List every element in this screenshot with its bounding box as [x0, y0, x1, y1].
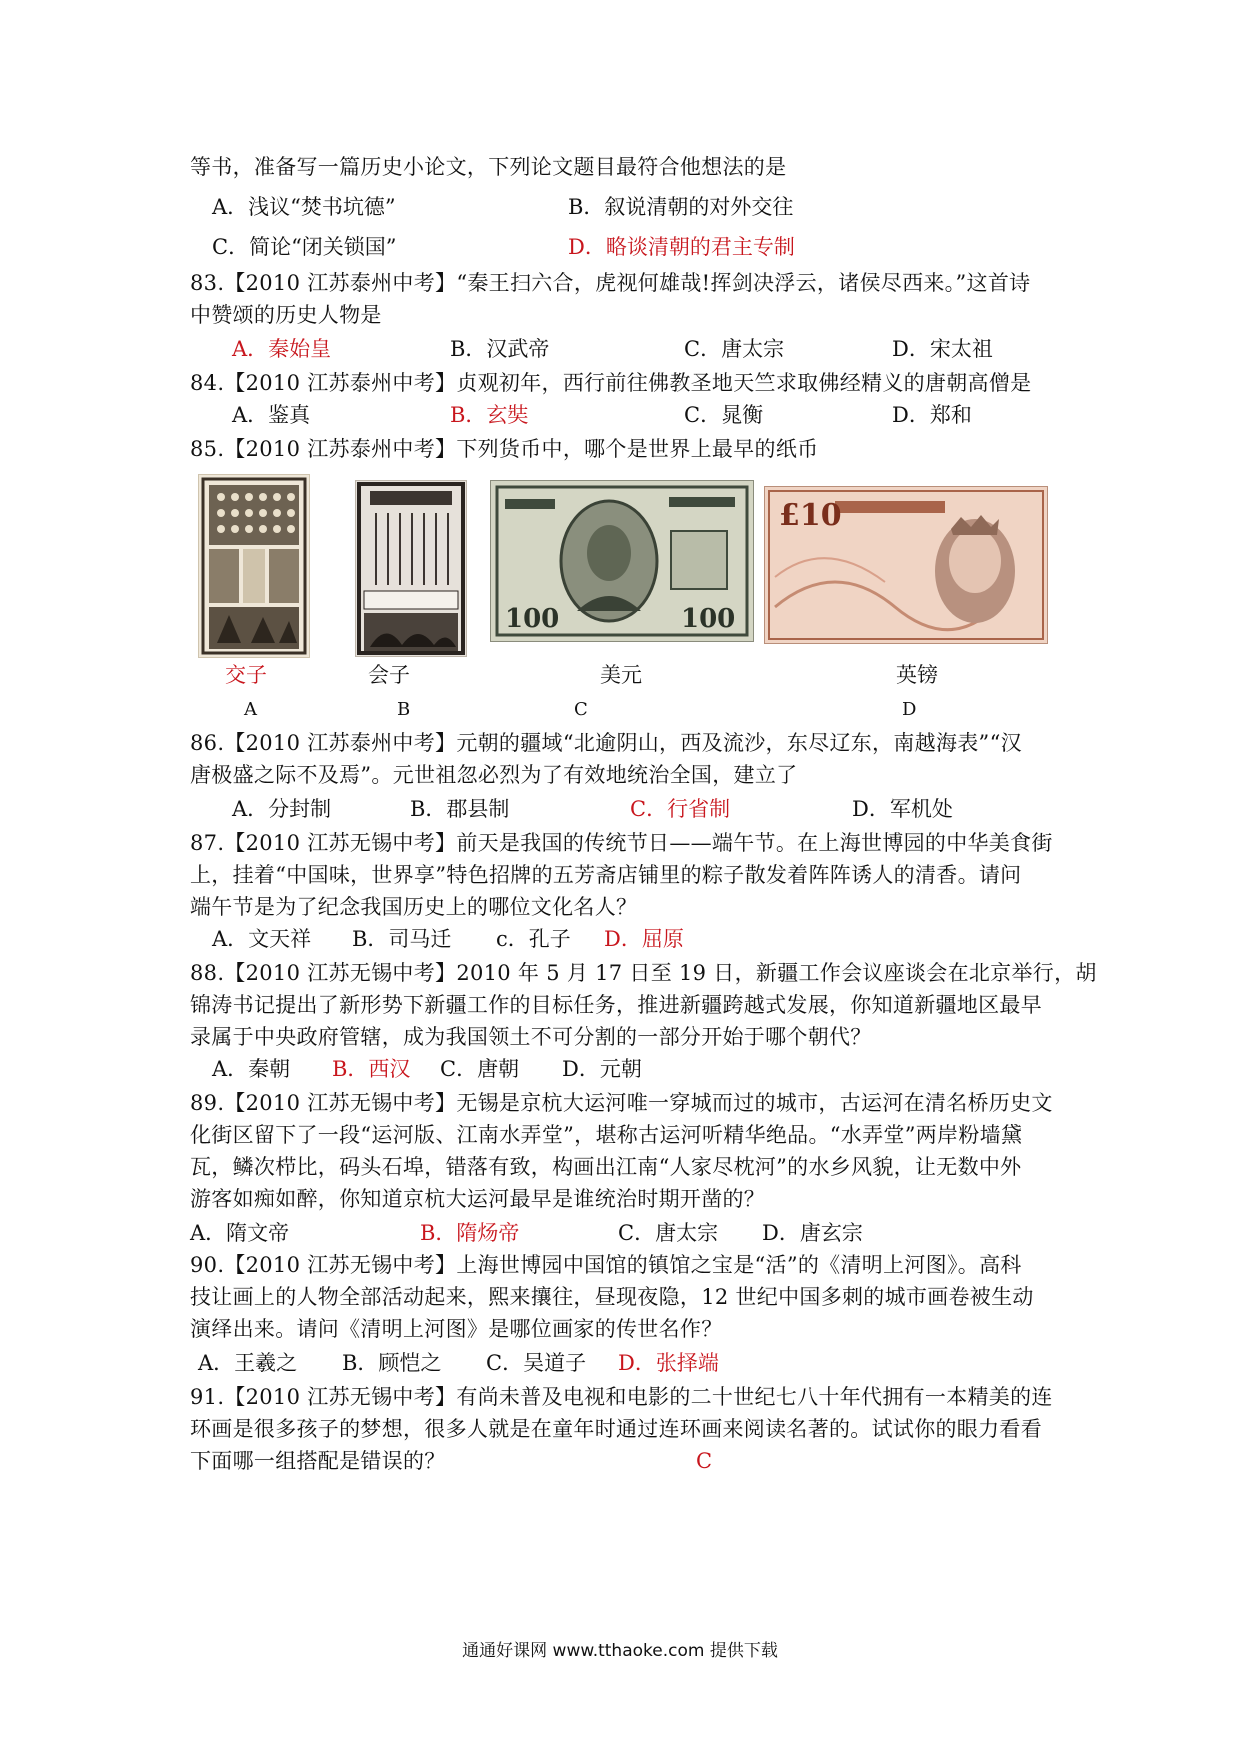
option-c: C．吴道子	[486, 1351, 587, 1375]
question-90-line2: 技让画上的人物全部活动起来，熙来攘往，昼现夜隐，12 世纪中国多刺的城市画卷被生动	[190, 1285, 1034, 1309]
question-91-line3: 下面哪一组搭配是错误的？	[190, 1449, 446, 1473]
question-89-line2: 化街区留下了一段“运河版、江南水弄堂”，堪称古运河听精华绝品。“水弄堂”两岸粉墙黛	[190, 1123, 1023, 1147]
question-86: 86.【2010 江苏泰州中考】元朝的疆域“北逾阴山，西及流沙，东尽辽东，南越海表”“汉	[190, 731, 1022, 755]
option-c: C．简论“闭关锁国”	[212, 235, 397, 259]
question-85: 85.【2010 江苏泰州中考】下列货币中，哪个是世界上最早的纸币	[190, 437, 819, 461]
caption-jiaozi-answer: 交子	[225, 663, 267, 687]
question-87-line3: 端午节是为了纪念我国历史上的哪位文化名人？	[190, 895, 638, 919]
option-d-answer: D．屈原	[604, 927, 684, 951]
option-a: A．浅议“焚书坑德”	[212, 195, 396, 219]
label-a: A	[244, 699, 257, 720]
question-text: 等书，准备写一篇历史小论文，下列论文题目最符合他想法的是	[190, 155, 787, 179]
option-a: A．秦朝	[212, 1057, 291, 1081]
question-86-line2: 唐极盛之际不及焉”。元世祖忽必烈为了有效地统治全国，建立了	[190, 763, 798, 787]
option-b: B．司马迁	[352, 927, 452, 951]
option-d-answer: D．张择端	[618, 1351, 719, 1375]
option-c: C．唐朝	[440, 1057, 520, 1081]
question-89: 89.【2010 江苏无锡中考】无锡是京杭大运河唯一穿城而过的城市，古运河在清名桥历史文	[190, 1091, 1053, 1115]
uk-pound-image	[764, 486, 1048, 644]
question-83-line2: 中赞颂的历史人物是	[190, 303, 382, 327]
option-a-answer: A．秦始皇	[232, 337, 332, 361]
question-89-line3: 瓦，鳞次栉比，码头石埠，错落有致，构画出江南“人家尽枕河”的水乡风貌，让无数中外	[190, 1155, 1022, 1179]
page-footer: 通通好课网 www.tthaoke.com 提供下载	[462, 1641, 778, 1661]
option-c: c．孔子	[496, 927, 571, 951]
huizi-image	[355, 480, 467, 657]
caption-pound: 英镑	[896, 663, 938, 687]
us-note-value-2: 100	[681, 604, 736, 634]
question-88-line3: 录属于中央政府管辖，成为我国领土不可分割的一部分开始于哪个朝代？	[190, 1025, 872, 1049]
question-90-line3: 演绎出来。请问《清明上河图》是哪位画家的传世名作？	[190, 1317, 723, 1341]
caption-dollar: 美元	[600, 663, 642, 687]
option-c: C．晁衡	[684, 403, 764, 427]
option-b-answer: B．隋炀帝	[420, 1221, 520, 1245]
option-c-answer: C．行省制	[630, 797, 731, 821]
option-c: C．唐太宗	[618, 1221, 719, 1245]
label-d: D	[902, 699, 917, 720]
question-83: 83.【2010 江苏泰州中考】“秦王扫六合，虎视何雄哉!挥剑决浮云，诸侯尽西来。”这首诗	[190, 271, 1031, 295]
label-b: B	[397, 699, 411, 720]
question-88: 88.【2010 江苏无锡中考】2010 年 5 月 17 日至 19 日，新疆工作会议座谈会在北京举行，胡	[190, 961, 1097, 985]
question-91: 91.【2010 江苏无锡中考】有尚未普及电视和电影的二十世纪七八十年代拥有一本精美的连	[190, 1385, 1053, 1409]
us-dollar-image	[490, 480, 754, 642]
option-b: B．叙说清朝的对外交往	[568, 195, 794, 219]
option-b: B．顾恺之	[342, 1351, 442, 1375]
option-d: D．军机处	[852, 797, 953, 821]
option-a: A．隋文帝	[190, 1221, 290, 1245]
question-88-line2: 锦涛书记提出了新形势下新疆工作的目标任务，推进新疆跨越式发展，你知道新疆地区最早	[190, 993, 1042, 1017]
option-b-answer: B．西汉	[332, 1057, 411, 1081]
option-a: A．王羲之	[198, 1351, 298, 1375]
label-c: C	[574, 699, 588, 720]
option-d: D．元朝	[562, 1057, 642, 1081]
option-c: C．唐太宗	[684, 337, 785, 361]
answer-91: C	[696, 1449, 713, 1473]
question-89-line4: 游客如痴如醉，你知道京杭大运河最早是谁统治时期开凿的？	[190, 1187, 766, 1211]
question-87-line2: 上，挂着“中国味，世界享”特色招牌的五芳斋店铺里的粽子散发着阵阵诱人的清香。请问	[190, 863, 1022, 887]
question-90: 90.【2010 江苏无锡中考】上海世博园中国馆的镇馆之宝是“活”的《清明上河图》。高科	[190, 1253, 1022, 1277]
question-91-line2: 环画是很多孩子的梦想，很多人就是在童年时通过连环画来阅读名著的。试试你的眼力看看	[190, 1417, 1042, 1441]
option-d-answer: D．略谈清朝的君主专制	[568, 235, 795, 259]
question-87: 87.【2010 江苏无锡中考】前天是我国的传统节日——端午节。在上海世博园的中华美食街	[190, 831, 1053, 855]
option-b: B．汉武帝	[450, 337, 550, 361]
jiaozi-image	[198, 474, 310, 658]
option-d: D．唐玄宗	[762, 1221, 863, 1245]
option-a: A．鉴真	[232, 403, 311, 427]
option-b: B．郡县制	[410, 797, 510, 821]
option-a: A．文天祥	[212, 927, 312, 951]
option-d: D．郑和	[892, 403, 972, 427]
question-84: 84.【2010 江苏泰州中考】贞观初年，西行前往佛教圣地天竺求取佛经精义的唐朝高僧是	[190, 371, 1032, 395]
caption-huizi: 会子	[368, 663, 410, 687]
option-a: A．分封制	[232, 797, 332, 821]
uk-note-value: £10	[779, 498, 842, 533]
option-d: D．宋太祖	[892, 337, 993, 361]
option-b-answer: B．玄奘	[450, 403, 529, 427]
us-note-value: 100	[505, 604, 560, 634]
